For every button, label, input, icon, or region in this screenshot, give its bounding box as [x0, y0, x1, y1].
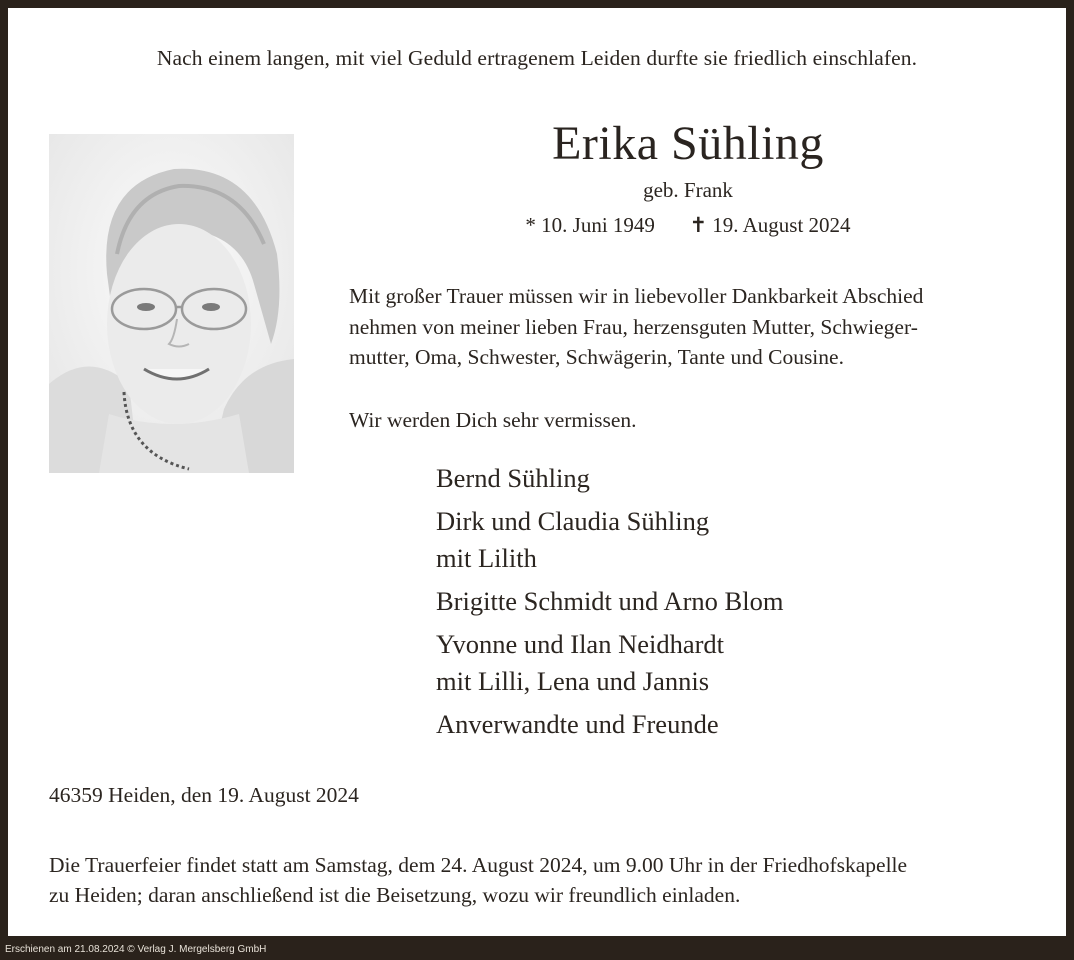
death-date: 19. August 2024 [712, 213, 851, 237]
mourner-group [436, 460, 1036, 497]
death-cross-icon: ✝ [689, 213, 708, 237]
funeral-line: zu Heiden; daran anschließend ist die Beisetzung, wozu wir freundlich einladen. [49, 883, 741, 907]
mourner-name: Dirk und Claudia Sühling [436, 506, 710, 536]
mourner-group [436, 626, 1036, 700]
maiden-name: geb. Frank [643, 178, 733, 202]
funeral-line: Die Trauerfeier findet statt am Samstag, dem 24. August 2024, um 9.00 Uhr in der Friedhofskapelle [49, 853, 908, 877]
birth-date: 10. Juni 1949 [541, 213, 655, 237]
mourner-name: Bernd Sühling [436, 463, 590, 493]
deceased-name: Erika Sühling [552, 117, 824, 170]
miss-line: Wir werden Dich sehr vermissen. [349, 408, 637, 432]
funeral-info [49, 850, 1049, 910]
mourner-group [436, 706, 1036, 743]
life-dates [420, 213, 956, 238]
message-line: nehmen von meiner lieben Frau, herzensguten Mutter, Schwieger- [349, 314, 918, 339]
mourning-message [349, 281, 1049, 373]
publication-footer: Erschienen am 21.08.2024 © Verlag J. Mergelsberg GmbH [5, 944, 267, 955]
mourner-name: Brigitte Schmidt und Arno Blom [436, 586, 784, 616]
mourner-group [436, 503, 1036, 577]
place-and-date: 46359 Heiden, den 19. August 2024 [49, 783, 359, 807]
mourner-group [436, 583, 1036, 620]
mourners-list [436, 460, 1036, 749]
mourner-name: Yvonne und Ilan Neidhardt [436, 629, 725, 659]
portrait-photo [49, 134, 294, 473]
birth-star-icon: * [525, 213, 536, 237]
mourner-name: Anverwandte und Freunde [436, 709, 719, 739]
intro-sentence: Nach einem langen, mit viel Geduld ertragenem Leiden durfte sie friedlich einschlafen. [156, 46, 918, 70]
mourner-name: mit Lilith [436, 543, 537, 573]
message-line: Mit großer Trauer müssen wir in liebevoller Dankbarkeit Abschied [349, 284, 924, 308]
message-line: mutter, Oma, Schwester, Schwägerin, Tante und Cousine. [349, 345, 844, 369]
mourner-name: mit Lilli, Lena und Jannis [436, 666, 710, 696]
